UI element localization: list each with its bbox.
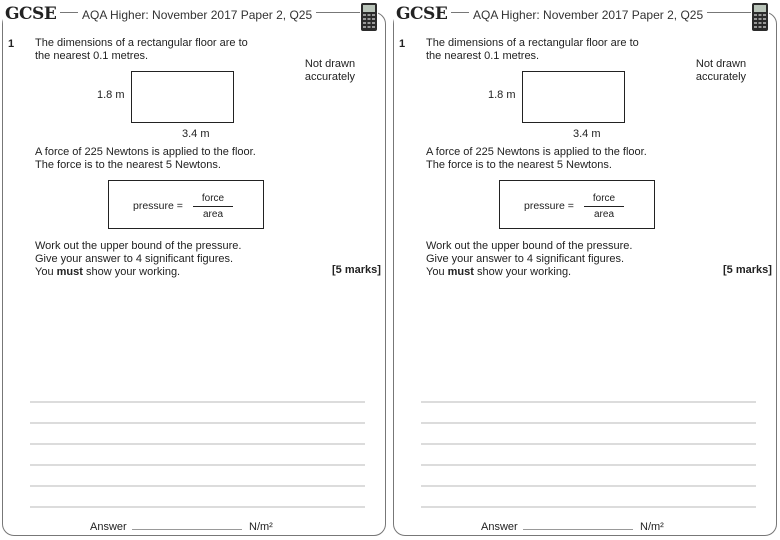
not-drawn-note [302, 58, 358, 84]
answer-input-line[interactable] [523, 529, 633, 530]
height-dimension-label: 1.8 m [97, 89, 125, 101]
not-drawn-line-2: accurately [695, 71, 747, 83]
task-line-2: Give your answer to 4 significant figures. [35, 253, 234, 265]
answer-label: Answer [90, 521, 127, 533]
force-line-2: The force is to the nearest 5 Newtons. [35, 159, 221, 171]
gcse-logo: GCSE [394, 4, 451, 24]
formula-denominator: area [202, 209, 223, 220]
force-line-1: A force of 225 Newtons is applied to the floor. [426, 146, 647, 158]
height-dimension-label: 1.8 m [488, 89, 516, 101]
working-line[interactable] [30, 464, 365, 466]
working-line[interactable] [421, 443, 756, 445]
formula-lhs: pressure = [133, 200, 183, 212]
force-line-1: A force of 225 Newtons is applied to the floor. [35, 146, 256, 158]
working-line[interactable] [421, 422, 756, 424]
paper-title: AQA Higher: November 2017 Paper 2, Q25 [469, 8, 707, 23]
not-drawn-line-1: Not drawn [695, 58, 747, 70]
working-line[interactable] [30, 506, 365, 508]
task-line-1: Work out the upper bound of the pressure. [35, 240, 242, 252]
formula-numerator: force [193, 192, 233, 207]
force-statement [426, 146, 686, 172]
answer-input-line[interactable] [132, 529, 242, 530]
not-drawn-note [693, 58, 749, 84]
worksheet-panel-left [2, 0, 388, 536]
formula-fraction [584, 192, 624, 221]
intro-line-1: The dimensions of a rectangular floor are to [426, 37, 639, 49]
answer-unit: N/m² [640, 521, 664, 533]
working-line[interactable] [30, 401, 365, 403]
task-line-3-start: You [35, 266, 57, 278]
force-line-2: The force is to the nearest 5 Newtons. [426, 159, 612, 171]
not-drawn-line-2: accurately [304, 71, 356, 83]
question-number: 1 [8, 38, 15, 50]
working-line[interactable] [421, 506, 756, 508]
pressure-formula-box [499, 180, 655, 229]
paper-title: AQA Higher: November 2017 Paper 2, Q25 [78, 8, 316, 23]
working-line[interactable] [30, 443, 365, 445]
calculator-icon [360, 2, 378, 32]
intro-line-2: the nearest 0.1 metres. [426, 50, 540, 62]
calculator-icon [751, 2, 769, 32]
working-line[interactable] [421, 485, 756, 487]
answer-unit: N/m² [249, 521, 273, 533]
intro-line-2: the nearest 0.1 metres. [35, 50, 149, 62]
not-drawn-line-1: Not drawn [304, 58, 356, 70]
marks-label: [5 marks] [332, 264, 381, 276]
answer-label: Answer [481, 521, 518, 533]
working-line[interactable] [30, 485, 365, 487]
task-line-3-emphasis: must [56, 266, 83, 278]
width-dimension-label: 3.4 m [573, 128, 601, 140]
gcse-logo: GCSE [3, 4, 60, 24]
force-statement [35, 146, 295, 172]
working-line[interactable] [30, 422, 365, 424]
working-line[interactable] [421, 464, 756, 466]
task-line-3 [35, 266, 285, 279]
task-line-3-emphasis: must [447, 266, 474, 278]
question-intro [426, 37, 666, 63]
task-instructions [35, 240, 285, 279]
intro-line-1: The dimensions of a rectangular floor are to [35, 37, 248, 49]
marks-label: [5 marks] [723, 264, 772, 276]
task-line-1: Work out the upper bound of the pressure. [426, 240, 633, 252]
working-line[interactable] [421, 401, 756, 403]
worksheet-panel-right [393, 0, 779, 536]
task-line-3-end: show your working. [473, 266, 572, 278]
pressure-formula-box [108, 180, 264, 229]
task-line-2: Give your answer to 4 significant figures. [426, 253, 625, 265]
floor-rectangle-diagram [131, 71, 234, 123]
task-line-3 [426, 266, 676, 279]
formula-lhs: pressure = [524, 200, 574, 212]
width-dimension-label: 3.4 m [182, 128, 210, 140]
task-instructions [426, 240, 676, 279]
formula-denominator: area [593, 209, 614, 220]
task-line-3-start: You [426, 266, 448, 278]
task-line-3-end: show your working. [82, 266, 181, 278]
question-number: 1 [399, 38, 406, 50]
question-intro [35, 37, 275, 63]
formula-numerator: force [584, 192, 624, 207]
formula-fraction [193, 192, 233, 221]
floor-rectangle-diagram [522, 71, 625, 123]
